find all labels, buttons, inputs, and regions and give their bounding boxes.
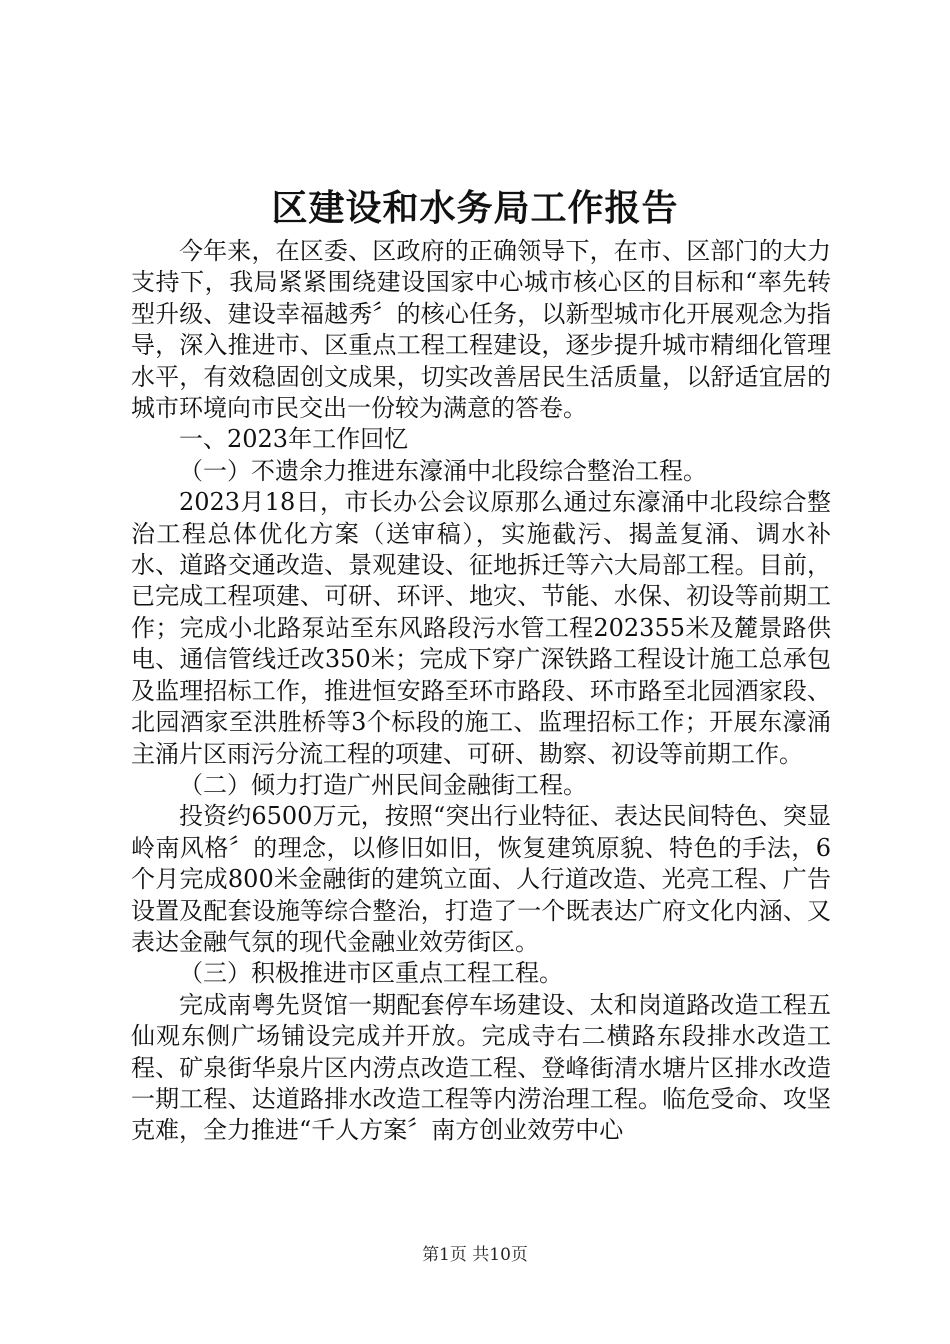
subsection-heading: （一）不遗余力推进东濠涌中北段综合整治工程。 [179,456,707,485]
subsection-heading: （二）倾力打造广州民间金融街工程。 [179,770,587,799]
paragraph: 完成南粤先贤馆一期配套停车场建设、太和岗道路改造工程五仙观东侧广场铺设完成并开放。完成寺右二横路东段排水改造工程、矿泉街华泉片区内涝点改造工程、登峰街清水塘片区排水改造一期工程、达道路排水改造工程等内涝治理工程。临危受命、攻坚克难，全力推进“千人方案〞南方创业效劳中心 [131,990,831,1145]
paragraph-intro: 今年来，在区委、区政府的正确领导下，在市、区部门的大力支持下，我局紧紧围绕建设国家中心城市核心区的目标和“率先转型升级、建设幸福越秀〞的核心任务，以新型城市化开展观念为指导，深入推进市、区重点工程工程建设，逐步提升城市精细化管理水平，有效稳固创文成果，切实改善居民生活质量，以舒适宜居的城市环境向市民交出一份较为满意的答卷。 [131,237,831,423]
document-title: 区建设和水务局工作报告 [271,187,679,229]
paragraph: 2023月18日，市长办公会议原那么通过东濠涌中北段综合整治工程总体优化方案（送审稿），实施截污、揭盖复涌、调水补水、道路交通改造、景观建设、征地拆迁等六大局部工程。目前，已完成工程项建、可研、环评、地灾、节能、水保、初设等前期工作；完成小北路泵站至东风路段污水管工程202355米及麓景路供电、通信管线迁改350米；完成下穿广深铁路工程设计施工总承包及监理招标工作，推进恒安路至环市路段、环市路至北园酒家段、北园酒家至洪胜桥等3个标段的施工、监理招标工作；开展东濠涌主涌片区雨污分流工程的项建、可研、勘察、初设等前期工作。 [131,488,831,768]
document-body [131,236,831,1147]
paragraph: 投资约6500万元，按照“突出行业特征、表达民间特色、突显岭南风格〞的理念，以修旧如旧，恢复建筑原貌、特色的手法，6个月完成800米金融街的建筑立面、人行道改造、光亮工程、广告设置及配套设施等综合整治，打造了一个既表达广府文化内涵、又表达金融气氛的现代金融业效劳街区。 [131,802,831,956]
section-heading: 一、2023年工作回忆 [179,425,409,454]
subsection-heading: （三）积极推进市区重点工程工程。 [179,959,563,988]
page-footer: 第1页 共10页 [422,1245,528,1265]
